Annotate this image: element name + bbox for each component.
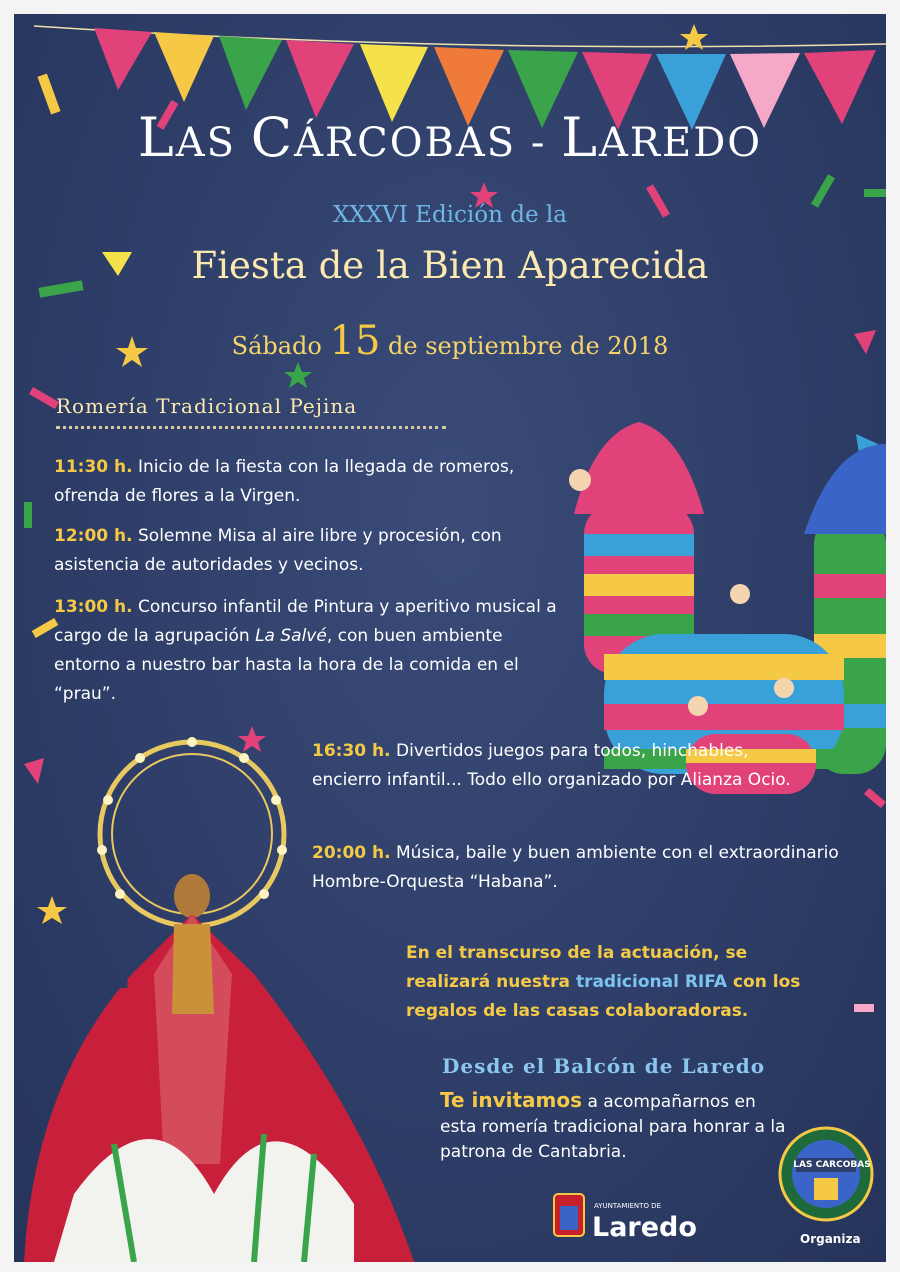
- poster: [14, 14, 886, 1262]
- fiesta-name: Fiesta de la Bien Aparecida: [191, 244, 709, 287]
- organiza-label: Organiza: [800, 1232, 861, 1246]
- schedule-item: 11:30 h. Inicio de la fiesta con la llegada de romeros, ofrenda de flores a la Virgen.: [54, 457, 515, 506]
- poster-title: LAS CÁRCOBAS - LAREDO: [137, 106, 763, 169]
- schedule-item: 12:00 h. Solemne Misa al aire libre y procesión, con asistencia de autoridades y vecinos.: [54, 526, 502, 575]
- virgin-statue-illustration: [24, 737, 414, 1262]
- invitation-text: Te invitamos a acompañarnos en esta romería tradicional para honrar a la patrona de Cantabria.: [440, 1088, 786, 1162]
- las-carcobas-badge-icon: [780, 1128, 872, 1220]
- schedule-item: 20:00 h. Música, baile y buen ambiente con el extraordinario Hombre-Orquesta “Habana”.: [312, 843, 839, 892]
- ayuntamiento-name: Laredo: [592, 1212, 697, 1243]
- schedule-item: 13:00 h. Concurso infantil de Pintura y aperitivo musical a cargo de la agrupación La Salvé, con buen ambiente entorno a nuestro bar hasta la hora de la comida en el “prau”.: [54, 597, 557, 704]
- closing-heading: Desde el Balcón de Laredo: [442, 1054, 766, 1078]
- section-heading: Romería Tradicional Pejina: [56, 394, 358, 418]
- schedule-item: 16:30 h. Divertidos juegos para todos, hinchables, encierro infantil... Todo ello organizado por Alianza Ocio.: [312, 741, 791, 790]
- heading-divider: [56, 426, 446, 429]
- event-date: Sábado 15 de septiembre de 2018: [231, 318, 669, 364]
- laredo-coat-of-arms-icon: [554, 1194, 584, 1236]
- edition-subtitle: XXXVI Edición de la: [333, 202, 567, 228]
- badge-name: LAS CARCOBAS: [793, 1160, 871, 1170]
- ayuntamiento-label: AYUNTAMIENTO DE: [594, 1202, 661, 1210]
- raffle-notice: En el transcurso de la actuación, se realizará nuestra tradicional RIFA con los regalos de las casas colaboradoras.: [406, 943, 801, 1021]
